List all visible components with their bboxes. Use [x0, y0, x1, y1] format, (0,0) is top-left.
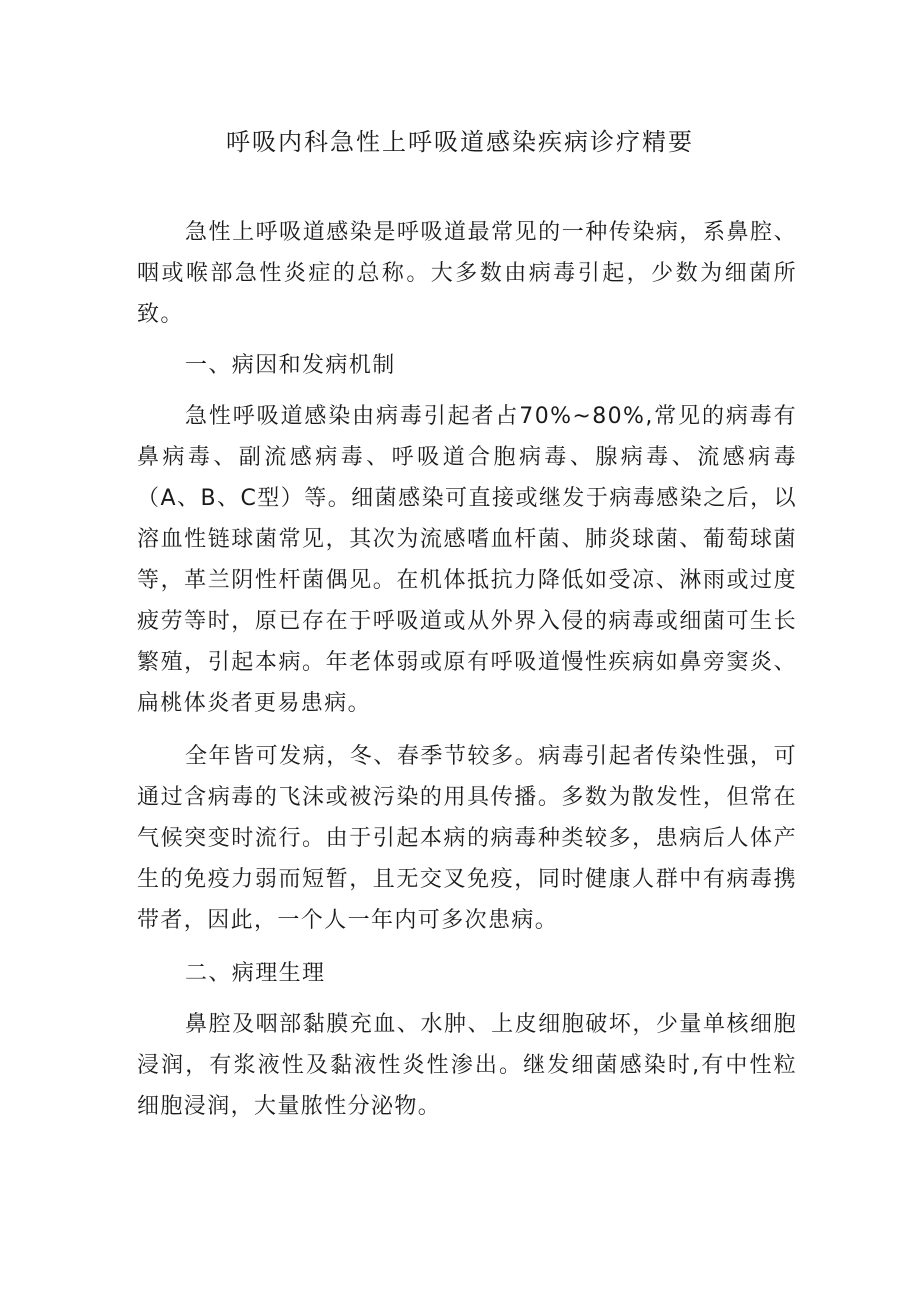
- pathophysiology-paragraph: 鼻腔及咽部黏膜充血、水肿、上皮细胞破坏，少量单核细胞浸润，有浆液性及黏液性炎性渗出。继发细菌感染时,有中性粒细胞浸润，大量脓性分泌物。: [137, 1012, 797, 1119]
- document-title: 呼吸内科急性上呼吸道感染疾病诊疗精要: [226, 128, 694, 156]
- section-heading-etiology: 一、病因和发病机制: [185, 353, 396, 378]
- epidemiology-paragraph: 全年皆可发病，冬、春季节较多。病毒引起者传染性强，可通过含病毒的飞沫或被污染的用具传播。多数为散发性，但常在气候突变时流行。由于引起本病的病毒种类较多，患病后人体产生的免疫力弱而短暂，且无交叉免疫，同时健康人群中有病毒携带者，因此，一个人一年内可多次患病。: [137, 744, 797, 933]
- intro-paragraph: 急性上呼吸道感染是呼吸道最常见的一种传染病，系鼻腔、咽或喉部急性炎症的总称。大多数由病毒引起，少数为细菌所致。: [137, 220, 797, 327]
- section-heading-pathophysiology: 二、病理生理: [185, 961, 326, 986]
- document-body: [137, 212, 797, 1127]
- etiology-paragraph: 急性呼吸道感染由病毒引起者占70%~80%,常见的病毒有鼻病毒、副流感病毒、呼吸道合胞病毒、腺病毒、流感病毒（A、B、C型）等。细菌感染可直接或继发于病毒感染之后，以溶血性链球菌常见，其次为流感嗜血杆菌、肺炎球菌、葡萄球菌等，革兰阴性杆菌偶见。在机体抵抗力降低如受凉、淋雨或过度疲劳等时，原已存在于呼吸道或从外界入侵的病毒或细菌可生长繁殖，引起本病。年老体弱或原有呼吸道慢性疾病如鼻旁窦炎、扁桃体炎者更易患病。: [137, 404, 797, 716]
